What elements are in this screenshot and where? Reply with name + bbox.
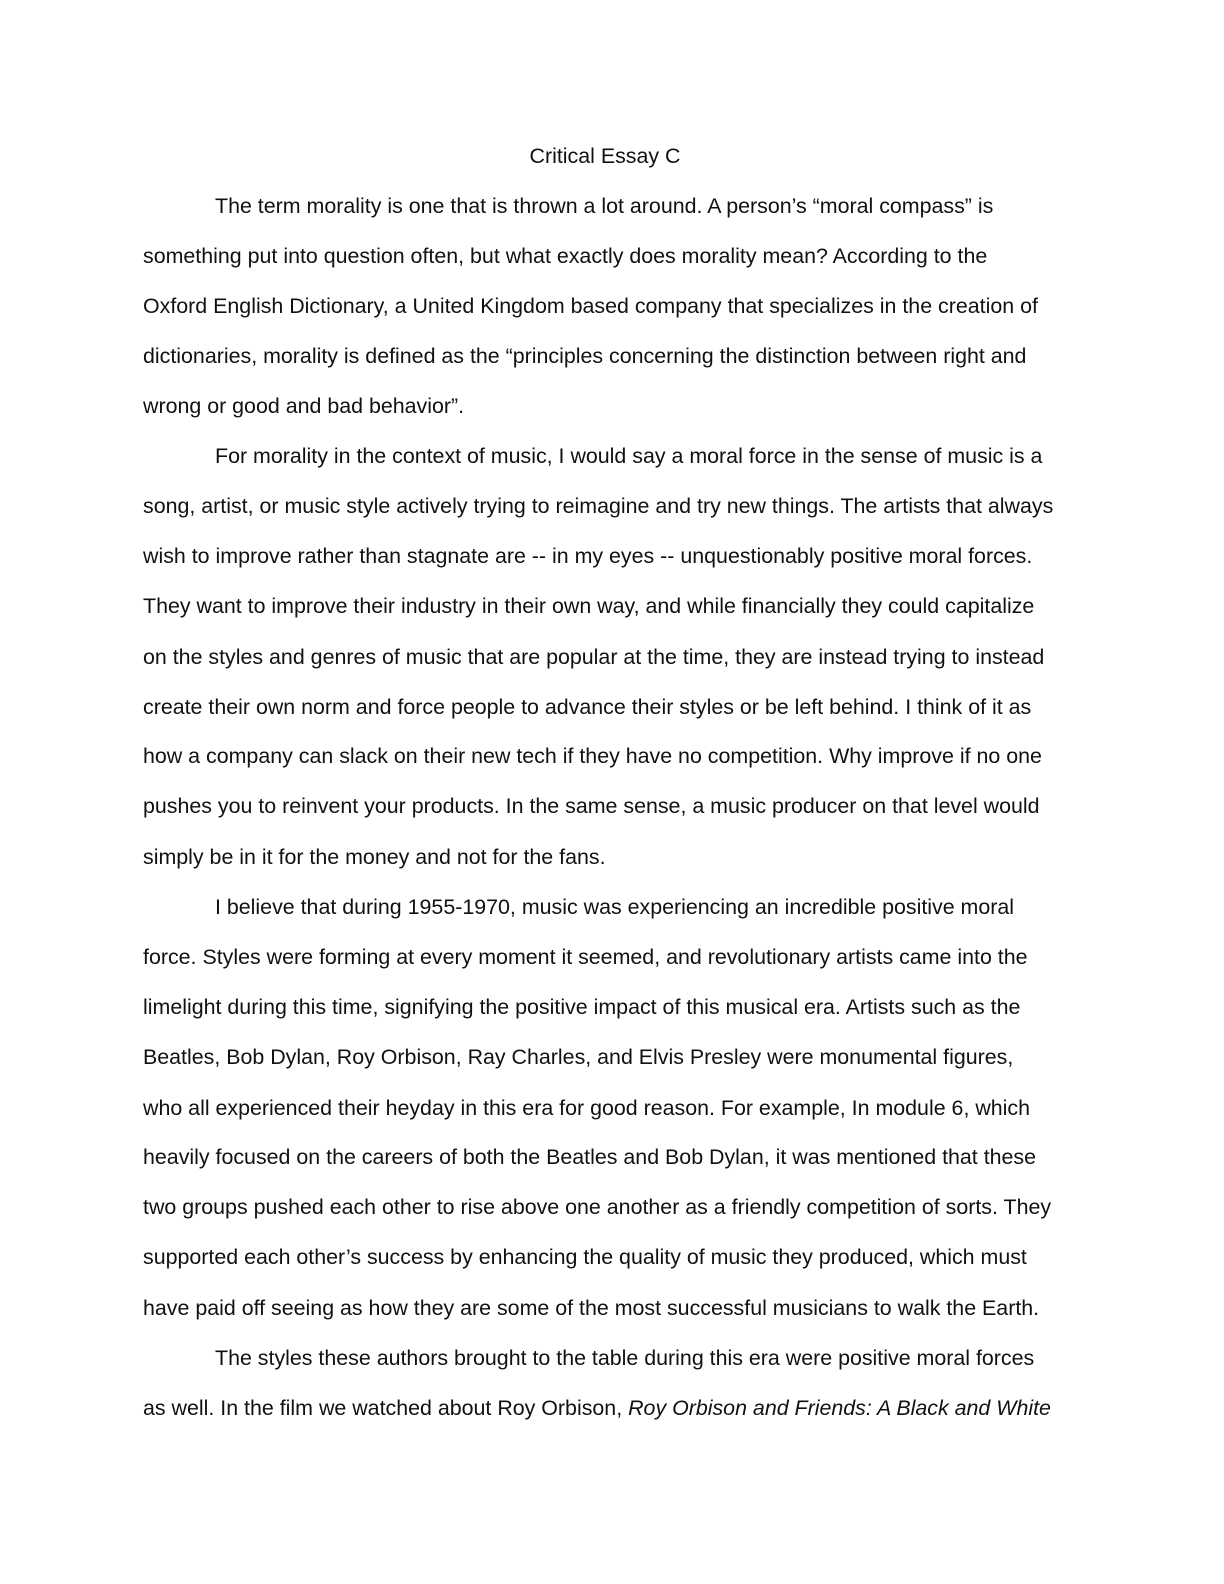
paragraph-3-line-4: Beatles, Bob Dylan, Roy Orbison, Ray Charles, and Elvis Presley were monumental figures, — [143, 1045, 1014, 1069]
paragraph-3-line-9: have paid off seeing as how they are some of the most successful musicians to walk the Earth. — [143, 1296, 1040, 1320]
paragraph-2-line-7: how a company can slack on their new tech if they have no competition. Why improve if no one — [143, 744, 1042, 768]
paragraph-4-line-2 — [143, 1395, 1083, 1421]
document-title: Critical Essay C — [529, 144, 681, 168]
paragraph-2-line-2: song, artist, or music style actively trying to reimagine and try new things. The artists that always — [143, 494, 1054, 518]
paragraph-2-line-6: create their own norm and force people to advance their styles or be left behind. I think of it as — [143, 695, 1032, 719]
paragraph-2-line-9: simply be in it for the money and not for the fans. — [143, 845, 606, 869]
paragraph-3-line-8: supported each other’s success by enhancing the quality of music they produced, which must — [143, 1245, 1027, 1269]
paragraph-3-line-6: heavily focused on the careers of both the Beatles and Bob Dylan, it was mentioned that these — [143, 1145, 1037, 1169]
paragraph-1-line-3: Oxford English Dictionary, a United Kingdom based company that specializes in the creation of — [143, 294, 1038, 318]
paragraph-2-line-3: wish to improve rather than stagnate are -- in my eyes -- unquestionably positive moral forces. — [143, 544, 1033, 568]
paragraph-1-line-1: The term morality is one that is thrown a lot around. A person’s “moral compass” is — [215, 194, 994, 218]
paragraph-2-line-8: pushes you to reinvent your products. In the same sense, a music producer on that level would — [143, 794, 1040, 818]
paragraph-3-line-7: two groups pushed each other to rise above one another as a friendly competition of sorts. They — [143, 1195, 1052, 1219]
paragraph-3-line-5: who all experienced their heyday in this era for good reason. For example, In module 6, which — [143, 1096, 1031, 1120]
paragraph-3-line-2: force. Styles were forming at every moment it seemed, and revolutionary artists came into the — [143, 945, 1028, 969]
paragraph-2-line-5: on the styles and genres of music that are popular at the time, they are instead trying to instead — [143, 645, 1045, 669]
paragraph-4-line-1: The styles these authors brought to the table during this era were positive moral forces — [215, 1346, 1035, 1370]
paragraph-1-line-5: wrong or good and bad behavior”. — [143, 394, 465, 418]
paragraph-4-line-2-text: as well. In the film we watched about Roy Orbison, — [143, 1396, 629, 1420]
film-title-italic: Roy Orbison and Friends: A Black and White — [628, 1396, 1051, 1420]
paragraph-3-line-3: limelight during this time, signifying the positive impact of this musical era. Artists such as the — [143, 995, 1021, 1019]
paragraph-2-line-4: They want to improve their industry in their own way, and while financially they could capitalize — [143, 594, 1035, 618]
paragraph-1-line-2: something put into question often, but what exactly does morality mean? According to the — [143, 244, 988, 268]
paragraph-2-line-1: For morality in the context of music, I would say a moral force in the sense of music is a — [215, 444, 1043, 468]
paragraph-3-line-1: I believe that during 1955-1970, music was experiencing an incredible positive moral — [215, 895, 1015, 919]
paragraph-1-line-4: dictionaries, morality is defined as the “principles concerning the distinction between right and — [143, 344, 1027, 368]
